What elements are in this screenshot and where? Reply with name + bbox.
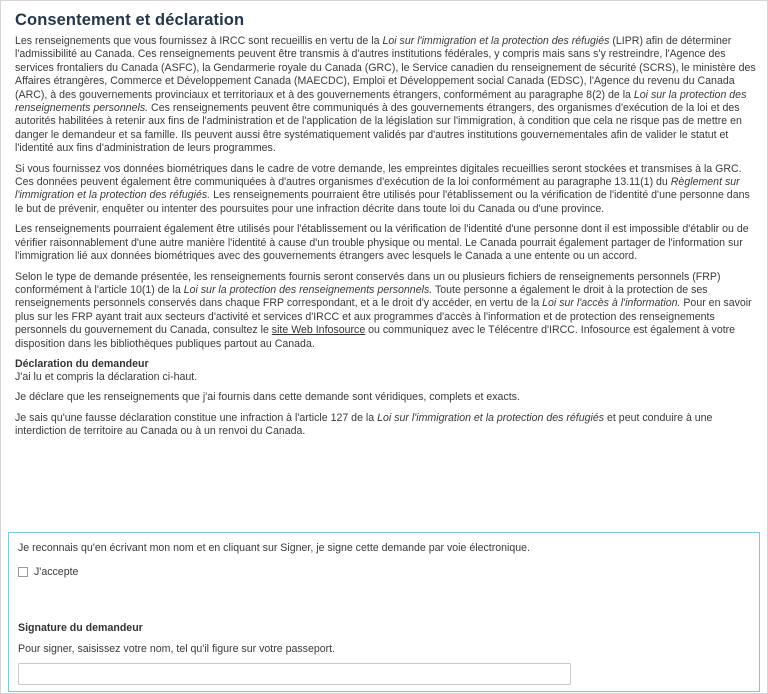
infosource-link[interactable]: site Web Infosource (271, 324, 366, 337)
declaration-line-accurate: Je déclare que les renseignements que j'ai fournis dans cette demande sont véridiques, complets et exacts. (15, 391, 520, 404)
section-title: Consentement et déclaration (15, 11, 245, 29)
signature-name-input[interactable] (18, 663, 571, 685)
paragraph-lipr: Les renseignements que vous fournissez à IRCC sont recueillis en vertu de la Loi sur l'immigration et la protection des réfugiés (LIPR) afin de déterminer l'admissibilité au Canada. Ces renseignements peuvent être transmis à d'autres institutions fédérales, y compris mais sans s'y restreindre, l'Agence des services frontaliers du Canada (ASFC), la Gendarmerie royale du Canada (GRC), le Service canadien du renseignement de sécurité (SCRS), le ministère des Affaires étrangères, Commerce et Développement Canada (MAECDC), Emploi et Développement social Canada (EDSC), l'Agence du revenu du Canada (ARC), à des gouvernements provinciaux et territoriaux et à des gouvernements étrangers, conformément au paragraphe 8(2) de la Loi sur la protection des renseignements personnels. Ces renseignements peuvent être communiqués à des gouvernements étrangers, des organismes d'exécution de la loi et des autorités habilitées à retenir aux fins de l'administration et de l'application de la législation sur l'immigration, à condition que cela ne risque pas de mettre en danger le demandeur et sa famille. Ils peuvent aussi être systématiquement validés par d'autres institutions gouvernementales afin de valider le statut et l'identité aux fins d'administration de leurs programmes. (15, 35, 756, 155)
accept-checkbox[interactable] (18, 567, 28, 577)
paragraph-frp: Selon le type de demande présentée, les renseignements fournis seront conservés dans un ou plusieurs fichiers de renseignements personnels (FRP) conformément à l'article 10(1) de la Loi sur la protection des renseignements personnels. Toute personne a également le droit à la protection de ses renseignements personnels conservés dans chaque FRP correspondant, et a le droit d'y accéder, en vertu de la Loi sur l'accès à l'information. Pour en savoir plus sur les FRP ayant trait aux secteurs d'activité et services d'IRCC et aux programmes d'accès à l'information et de protection des renseignements personnels du gouvernement du Canada, consultez le site Web Infosource ou communiquez avec le Télécentre d'IRCC. Infosource est également à votre disposition dans les bibliothèques publiques partout au Canada. (15, 270, 752, 350)
declaration-title: Déclaration du demandeur (15, 357, 149, 370)
accept-label: J'accepte (34, 566, 79, 578)
paragraph-identity: Les renseignements pourraient également être utilisés pour l'établissement ou la vérification de l'identité d'une personne dont il est impossible d'établir ou de vérifier raisonnablement d'une autre manière l'identité à cause d'un trouble physique ou mental. Le Canada pourrait également partager de l'information sur l'immigration lié aux données biométriques avec des gouvernements étrangers avec lesquels le Canada a une entente ou un accord. (15, 223, 749, 263)
declaration-line-read: J'ai lu et compris la déclaration ci-haut. (15, 370, 198, 383)
signature-box (8, 532, 760, 692)
paragraph-biometrics: Si vous fournissez vos données biométriques dans le cadre de votre demande, les empreintes digitales recueillies seront stockées et transmises à la GRC. Ces données peuvent également être communiquées à d'autres organismes d'exécution de la loi conformément au paragraphe 13.11(1) du Règlement sur l'immigration et la protection des réfugiés. Les renseignements pourraient être utilisés pour l'établissement ou la vérification de l'identité d'une personne dans le but de prévenir, enquêter ou intenter des poursuites pour une infraction décrite dans toute loi du Canada ou d'une province. (15, 162, 750, 215)
signature-title: Signature du demandeur (18, 622, 143, 634)
e-signature-acknowledgement: Je reconnais qu'en écrivant mon nom et en cliquant sur Signer, je signe cette demande par voie électronique. (18, 542, 531, 554)
signature-help-text: Pour signer, saisissez votre nom, tel qu'il figure sur votre passeport. (18, 643, 336, 655)
declaration-line-false-statement: Je sais qu'une fausse déclaration constitue une infraction à l'article 127 de la Loi sur l'immigration et la protection des réfugiés et peut conduire à une interdiction de territoire au Canada ou à un renvoi du Canada. (15, 411, 713, 438)
accept-checkbox-row[interactable] (18, 566, 78, 578)
consent-content (1, 1, 767, 439)
